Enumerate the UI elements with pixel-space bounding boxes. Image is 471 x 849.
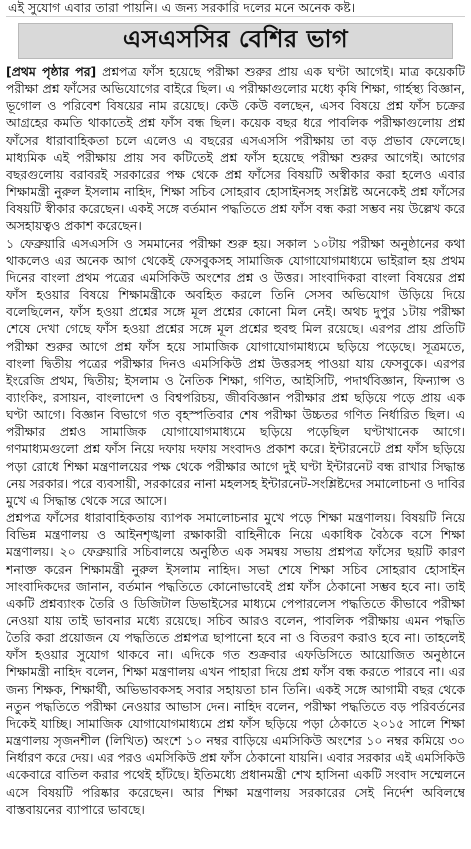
continuation-kicker: [প্রথম পৃষ্ঠার পর]	[6, 64, 97, 79]
previous-column-fragment: এই সুযোগ এবার তারা পায়নি। এ জন্য সরকারি দলের মনে অনেক কষ্ট।	[6, 0, 465, 17]
article-paragraph: প্রশ্নপত্র ফাঁসের ধারাবাহিকতায় ব্যাপক সমালোচনার মুখে পড়ে শিক্ষা মন্ত্রণালয়। বিষয়টি নিয়ে বিভিন্ন মন্ত্রণালয় ও আইনশৃঙ্খলা রক্ষাকারী বাহিনীকে নিয়ে একাধিক বৈঠকে বসে শিক্ষা মন্ত্রণালয়। ২০ ফেব্রুয়ারি সচিবালয়ে অনুষ্ঠিত এক সমন্বয় সভায় প্রশ্নপত্র ফাঁসের ছয়টি কারণ শনাক্ত করেন শিক্ষামন্ত্রী নুরুল ইসলাম নাহিদ। সভা শেষে শিক্ষা সচিব সোহরাব হোসাইন সাংবাদিকদের জানান, বর্তমান পদ্ধতিতে কোনোভাবেই প্রশ্ন ফাঁস ঠেকানো সম্ভব হবে না। তাই একটি প্রশ্নব্যাংক তৈরি ও ডিজিটাল ডিভাইসের মাধ্যমে পেপারলেস পদ্ধতিতে কীভাবে পরীক্ষা নেওয়া যায় তাই ভাবনার মধ্যে রয়েছে। সচিব আরও বলেন, পাবলিক পরীক্ষায় এমন পদ্ধতি তৈরি করা প্রয়োজন যে পদ্ধতিতে প্রশ্নপত্র ছাপানো হবে না ও বিতরণ করাও হবে না। তাহলেই ফাঁস হওয়ার সুযোগ থাকবে না। এদিকে গত শুক্রবার এফডিসিতে আয়োজিত অনুষ্ঠানে শিক্ষামন্ত্রী নাহিদ বলেন, শিক্ষা মন্ত্রণালয় এখন পাহারা দিয়ে প্রশ্ন ফাঁস বন্ধ করতে পারবে না। এর জন্য শিক্ষক, শিক্ষার্থী, অভিভাবকসহ সবার সহায়তা চান তিনি। একই সঙ্গে আগামী বছর থেকে নতুন পদ্ধতিতে পরীক্ষা নেওয়ার আভাস দেন। নাহিদ বলেন, পরীক্ষা পদ্ধতিতে বড় পরিবর্তনের দিকেই যাচ্ছি। সামাজিক যোগাযোগমাধ্যমে প্রশ্ন ফাঁস ছড়িয়ে পড়া ঠেকাতে ২০১৫ সালে শিক্ষা মন্ত্রণালয় সৃজনশীল (লিখিত) অংশে ১০ নম্বর বাড়িয়ে এমসিকিউ অংশের ১০ নম্বর কমিয়ে ৩০ নির্ধারণ করে দেয়। এর পরও এমসিকিউ প্রশ্ন ফাঁস ঠেকানো যায়নি। এবার সরকার এই এমসিকিউ একেবারে বাতিল করার পথেই হাঁটছে। ইতিমধ্যে প্রধানমন্ত্রী শেখ হাসিনা একটি সংবাদ সম্মেলনে এসে বিষয়টি পরিষ্কার করেছেন। আর শিক্ষা মন্ত্রণালয় সরকারের সেই নির্দেশ অবিলম্বে বাস্তবায়নের ব্যাপারে ভাবছে।	[6, 510, 465, 817]
headline-banner	[18, 23, 453, 59]
article-paragraph: ১ ফেব্রুয়ারি এসএসসি ও সমমানের পরীক্ষা শুরু হয়। সকাল ১০টায় পরীক্ষা অনুষ্ঠানের কথা থাকলেও এর অনেক আগ থেকেই ফেসবুকসহ সামাজিক যোগাযোগমাধ্যমে ভাইরাল হয় প্রথম দিনের বাংলা প্রথম পত্রের এমসিকিউ অংশের প্রশ্ন ও উত্তর। সাংবাদিকরা বাংলা বিষয়ের প্রশ্ন ফাঁস হওয়ার বিষয়ে শিক্ষামন্ত্রীকে অবহিত করলে তিনি সেসব অভিযোগ উড়িয়ে দিয়ে বলেছিলেন, ফাঁস হওয়া প্রশ্নের সঙ্গে মূল প্রশ্নের কোনো মিল নেই। অথচ দুপুর ১টায় পরীক্ষা শেষে দেখা গেছে ফাঁস হওয়া প্রশ্নের সঙ্গে মূল প্রশ্নের হুবহু মিল রয়েছে। এরপর প্রায় প্রতিটি পরীক্ষা শুরুর আগে প্রশ্ন ফাঁস হয়ে সামাজিক যোগাযোগমাধ্যমে ছড়িয়ে পড়েছে। সূত্রমতে, বাংলা দ্বিতীয় পত্রের পরীক্ষার দিনও এমসিকিউ প্রশ্ন উত্তরসহ পাওয়া যায় ফেসবুকে। এরপর ইংরেজি প্রথম, দ্বিতীয়; ইসলাম ও নৈতিক শিক্ষা, গণিত, আইসিটি, পদার্থবিজ্ঞান, ফিন্যান্স ও ব্যাংকিং, রসায়ন, বাংলাদেশ ও বিশ্বপরিচয়, জীববিজ্ঞান পরীক্ষার প্রশ্ন ছড়িয়ে পড়ে প্রায় এক ঘণ্টা আগে। বিজ্ঞান বিভাগে গত বৃহস্পতিবার শেষ পরীক্ষা উচ্চতর গণিত নির্ধারিত ছিল। এ পরীক্ষার প্রশ্নও সামাজিক যোগাযোগমাধ্যমে ছড়িয়ে পড়েছিল ঘণ্টাখানেক আগে। গণমাধ্যমগুলো প্রশ্ন ফাঁস নিয়ে দফায় দফায় সংবাদও প্রকাশ করে। ইন্টারনেটে প্রশ্ন ফাঁস ছড়িয়ে পড়া রোধে শিক্ষা মন্ত্রণালয়ের পক্ষ থেকে পরীক্ষার আগে দুই ঘণ্টা ইন্টারনেট বন্ধ রাখার সিদ্ধান্ত নেয় সরকার। পরে ব্যবসায়ী, সরকারের নানা মহলসহ ইন্টারনেট-সংশ্লিষ্টদের সমালোচনা ও দাবির মুখে এ সিদ্ধান্ত থেকে সরে আসে।	[6, 235, 465, 508]
article-paragraph	[6, 63, 465, 235]
article-headline: এসএসসির বেশির ভাগ	[122, 25, 349, 53]
paragraph-text: প্রশ্নপত্র ফাঁস হয়েছে পরীক্ষা শুরুর প্রায় এক ঘণ্টা আগেই। মাত্র কয়েকটি পরীক্ষা প্রশ্ন ফাঁসের অভিযোগের বাইরে ছিল। এ পরীক্ষাগুলোর মধ্যে কৃষি শিক্ষা, গার্হস্থ্য বিজ্ঞান, ভূগোল ও পরিবেশ বিষয়ের নাম রয়েছে। কেউ কেউ বলছেন, এসব বিষয়ে প্রশ্ন ফাঁস চক্রের আগ্রহের কমতি থাকাতেই প্রশ্ন ফাঁস বন্ধ ছিল। কয়েক বছর ধরে পাবলিক পরীক্ষাগুলোয় প্রশ্ন ফাঁসের ধারাবাহিকতা চলে এলেও এ বছরের এসএসসি পরীক্ষায় তা বড় প্রভাব ফেলেছে। মাধ্যমিক এই পরীক্ষায় প্রায় সব কটিতেই প্রশ্ন ফাঁস হয়েছে পরীক্ষা শুরুর আগেই। আগের বছরগুলোয় বরাবরই সরকারের পক্ষ থেকে প্রশ্ন ফাঁসের বিষয়টি অস্বীকার করা হলেও এবার শিক্ষামন্ত্রী নুরুল ইসলাম নাহিদ, শিক্ষা সচিব সোহরাব হোসাইনসহ সংশ্লিষ্ট অনেকেই প্রশ্ন ফাঁসের বিষয়টি স্বীকার করেছেন। একই সঙ্গে বর্তমান পদ্ধতিতে প্রশ্ন ফাঁস বন্ধ করা সম্ভব নয় উল্লেখ করে অসহায়ত্বও প্রকাশ করেছেন।	[6, 64, 465, 234]
article-body	[6, 63, 465, 849]
